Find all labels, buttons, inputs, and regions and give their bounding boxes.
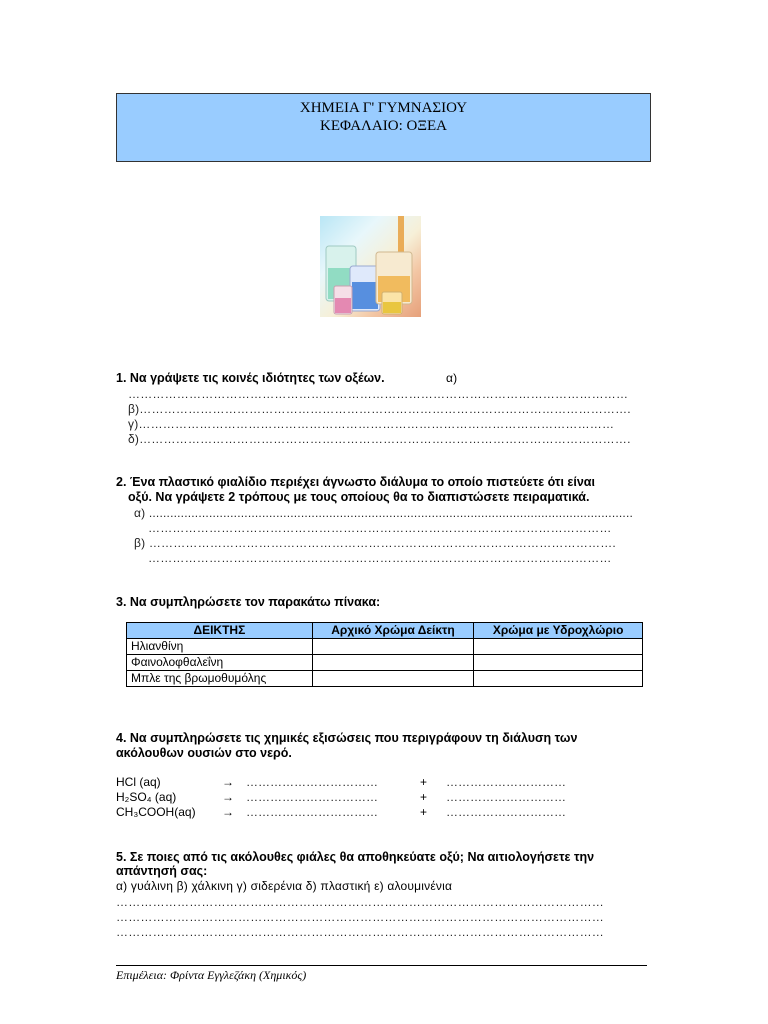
question-4-title-line-2: ακόλουθων ουσιών στο νερό. — [116, 746, 292, 760]
beakers-illustration — [320, 216, 421, 317]
equation-blank-product-1[interactable]: …………………………… — [246, 805, 378, 819]
question-1-answer-d-line[interactable]: δ)…………………………………………………………………………………………………………. — [128, 432, 631, 446]
question-3-title: 3. Να συμπληρώσετε τον παρακάτω πίνακα: — [116, 595, 381, 609]
table-cell-color-with-hcl[interactable] — [474, 655, 643, 671]
question-5-options: α) γυάλινη β) χάλκινη γ) σιδερένια δ) πλαστική ε) αλουμινένια — [116, 879, 453, 893]
question-2-answer-a-continuation[interactable]: …………………………………………………………………………………………………… — [148, 521, 612, 535]
table-cell-initial-color[interactable] — [312, 639, 474, 655]
table-row — [127, 639, 643, 655]
arrow-icon: → — [222, 790, 234, 804]
equation-blank-product-1[interactable]: …………………………… — [246, 790, 378, 804]
question-2-title-line-2: οξύ. Να γράψετε 2 τρόπους με τους οποίους θα το διαπιστώσετε πειραματικά. — [128, 490, 590, 504]
equation-lhs: H₂SO₄ (aq) — [116, 790, 177, 804]
question-1-title: 1. Να γράψετε τις κοινές ιδιότητες των οξέων. — [116, 371, 385, 385]
question-5-answer-line[interactable]: ………………………………………………………………………………………………………… — [116, 895, 604, 909]
arrow-icon: → — [222, 775, 234, 789]
table-row — [127, 671, 643, 687]
question-2-title-line-1: 2. Ένα πλαστικό φιαλίδιο περιέχει άγνωστο διάλυμα το οποίο πιστεύετε ότι είναι — [116, 475, 595, 489]
table-cell-indicator: Φαινολοφθαλεΐνη — [127, 655, 313, 671]
table-cell-indicator: Ηλιανθίνη — [127, 639, 313, 655]
table-header-row — [127, 623, 643, 639]
title-line-2: ΚΕΦΑΛΑΙΟ: ΟΞΕΑ — [319, 118, 447, 134]
table-cell-indicator: Μπλε της βρωμοθυμόλης — [127, 671, 313, 687]
plus-sign: + — [420, 790, 428, 804]
question-2-answer-a-line[interactable]: α) ......................................................................................................................................... — [134, 506, 634, 520]
arrow-icon: → — [222, 805, 234, 819]
table-cell-color-with-hcl[interactable] — [474, 639, 643, 655]
table-header-indicator: ΔΕΙΚΤΗΣ — [127, 623, 313, 639]
question-5-answer-line[interactable]: ………………………………………………………………………………………………………… — [116, 910, 604, 924]
question-1-answer-b-line[interactable]: β)…………………………………………………………………………………………………………. — [128, 402, 631, 416]
equation-lhs: CH₃COOH(aq) — [116, 805, 196, 819]
question-2-answer-b-line[interactable]: β) ……………………………………………………………………………………………………. — [134, 536, 616, 550]
footer-credit: Επιμέλεια: Φρίντα Εγγλεζάκη (Χημικός) — [116, 968, 307, 982]
equation-blank-product-2[interactable]: ………………………… — [446, 775, 566, 789]
equation-lhs: HCl (aq) — [116, 775, 161, 789]
table-cell-initial-color[interactable] — [312, 671, 474, 687]
question-4-title-line-1: 4. Να συμπληρώσετε τις χημικές εξισώσεις που περιγράφουν τη διάλυση των — [116, 731, 578, 745]
table-cell-initial-color[interactable] — [312, 655, 474, 671]
table-header-initial-color: Αρχικό Χρώμα Δείκτη — [312, 623, 474, 639]
table-cell-color-with-hcl[interactable] — [474, 671, 643, 687]
lab-beakers-image — [320, 216, 421, 317]
table-header-color-with-hcl: Χρώμα με Υδροχλώριο — [474, 623, 643, 639]
question-1-answer-a-label: α) — [446, 371, 458, 385]
equation-blank-product-1[interactable]: …………………………… — [246, 775, 378, 789]
question-5-title-line-1: 5. Σε ποιες από τις ακόλουθες φιάλες θα αποθηκεύατε οξύ; Να αιτιολογήσετε την — [116, 850, 595, 864]
footer-divider — [116, 965, 647, 966]
indicator-table — [126, 622, 643, 687]
question-5-title-line-2: απάντησή σας: — [116, 864, 208, 878]
title-box — [116, 93, 651, 162]
plus-sign: + — [420, 775, 428, 789]
question-1-answer-c-line[interactable]: γ)……………………………………………………………………………………………………… — [128, 417, 615, 431]
title-line-1: ΧΗΜΕΙΑ Γ' ΓΥΜΝΑΣΙΟΥ — [299, 100, 468, 116]
table-row — [127, 655, 643, 671]
question-5-answer-line[interactable]: ………………………………………………………………………………………………………… — [116, 925, 604, 939]
question-2-answer-b-continuation[interactable]: …………………………………………………………………………………………………… — [148, 551, 612, 565]
equation-blank-product-2[interactable]: ………………………… — [446, 805, 566, 819]
plus-sign: + — [420, 805, 428, 819]
equation-blank-product-2[interactable]: ………………………… — [446, 790, 566, 804]
question-1-answer-a-line[interactable]: …………………………………………………………………………………………………………… — [128, 387, 629, 401]
